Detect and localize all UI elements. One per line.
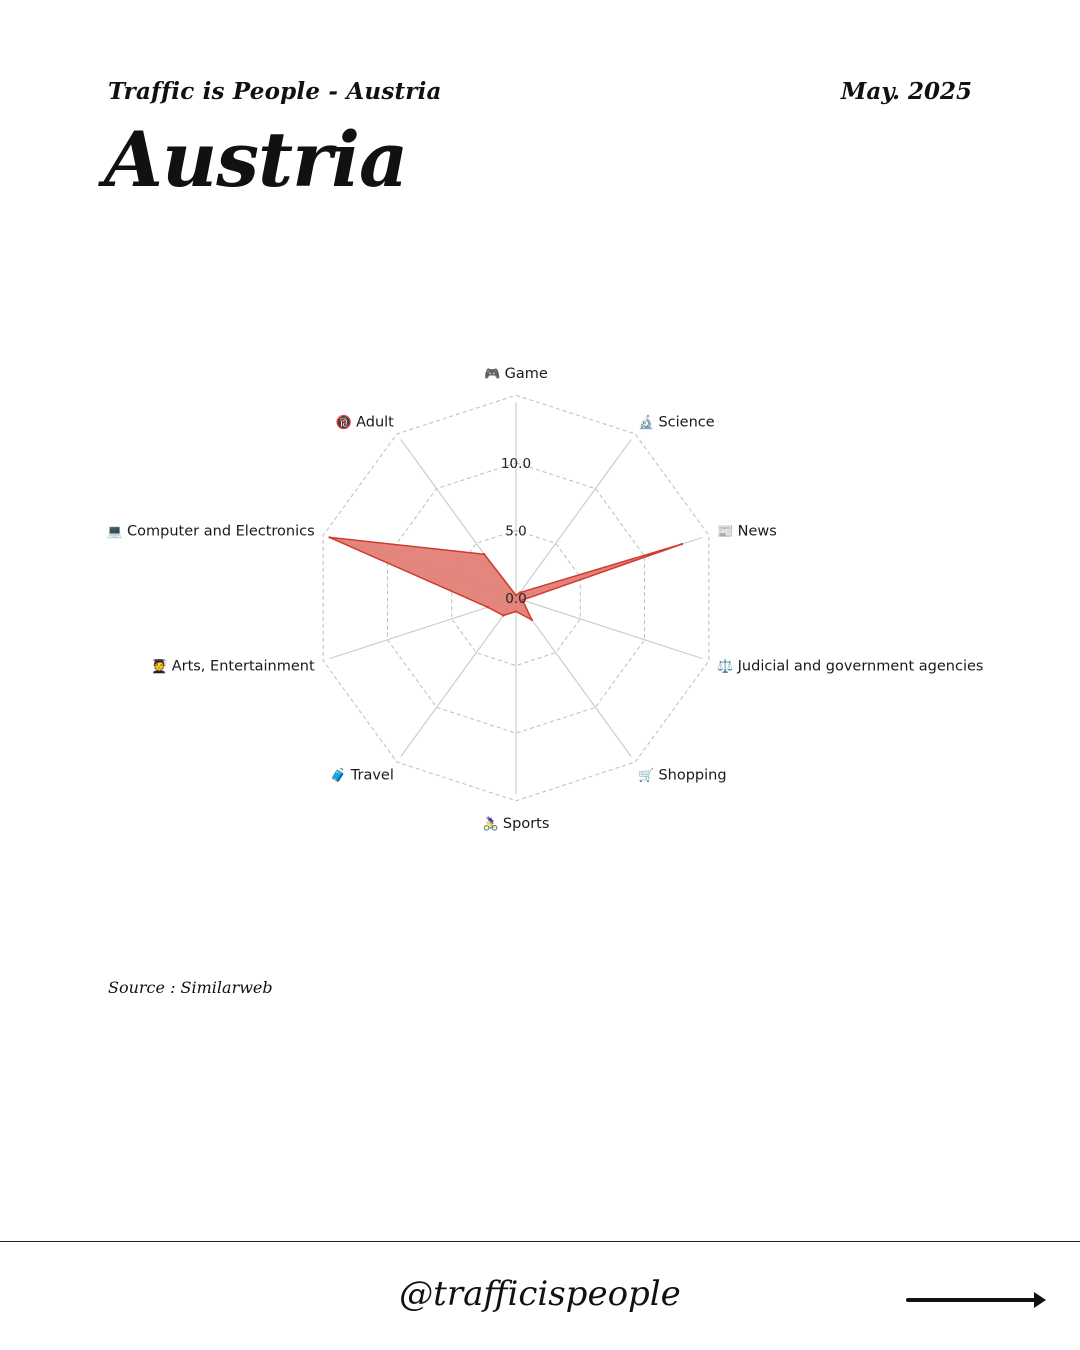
category-text: Adult	[356, 414, 394, 431]
category-text: Science	[658, 414, 715, 431]
category-text: Computer and Electronics	[127, 523, 315, 540]
category-text: Shopping	[658, 767, 727, 784]
data-area	[330, 537, 682, 619]
category-text: Game	[504, 366, 548, 382]
tick-label-1: 0.0	[505, 591, 527, 607]
category-icon: 🛒	[638, 768, 659, 784]
category-label-10	[336, 415, 394, 431]
data-point-10	[483, 553, 485, 555]
category-label-8	[151, 658, 315, 674]
data-point-8	[487, 606, 489, 608]
category-label-9	[107, 524, 315, 540]
axis-spoke-4	[516, 598, 702, 659]
category-label-7	[330, 767, 393, 783]
source-note: Source : Similarweb	[108, 978, 273, 997]
radar-chart-container	[0, 340, 1080, 860]
data-point-3	[681, 543, 683, 545]
category-text: Judicial and government agencies	[737, 658, 984, 675]
radar-chart	[0, 340, 1080, 860]
page-kicker: Traffic is People - Austria	[108, 78, 442, 105]
page-title: Austria	[104, 115, 408, 204]
category-icon: ⚖️	[717, 659, 738, 675]
category-icon: 📰	[717, 524, 738, 540]
data-point-5	[531, 619, 533, 621]
category-icon: 🧑‍🎓	[151, 659, 172, 675]
category-label-3	[717, 524, 777, 540]
report-date: May. 2025	[840, 78, 972, 105]
axis-spoke-2	[516, 439, 631, 598]
category-label-6	[483, 816, 550, 832]
category-text: Arts, Entertainment	[171, 658, 315, 675]
category-icon: 💻	[106, 524, 128, 540]
category-icon: 🚴‍♀️	[482, 817, 503, 832]
tick-label-2: 5.0	[505, 523, 527, 540]
data-point-6	[515, 610, 517, 612]
category-label-1	[484, 366, 548, 382]
category-text: Sports	[502, 816, 550, 832]
category-icon: 🔬	[638, 415, 659, 431]
axis-spoke-5	[516, 598, 631, 757]
category-text: News	[737, 523, 777, 540]
category-text: Travel	[350, 767, 394, 784]
social-handle: @trafficispeople	[399, 1274, 681, 1314]
category-icon: 🔞	[335, 415, 357, 431]
category-label-5	[638, 767, 726, 783]
next-arrow-icon[interactable]	[906, 1288, 1048, 1312]
axis-spoke-7	[401, 598, 516, 757]
data-point-7	[502, 614, 504, 616]
category-label-2	[638, 414, 715, 431]
footer-divider	[0, 1241, 1080, 1242]
tick-label-3: 10.0	[500, 455, 532, 472]
category-icon: 🎮	[484, 367, 505, 382]
category-icon: 🧳	[330, 768, 351, 784]
data-point-9	[328, 536, 330, 538]
category-label-4	[717, 658, 983, 674]
